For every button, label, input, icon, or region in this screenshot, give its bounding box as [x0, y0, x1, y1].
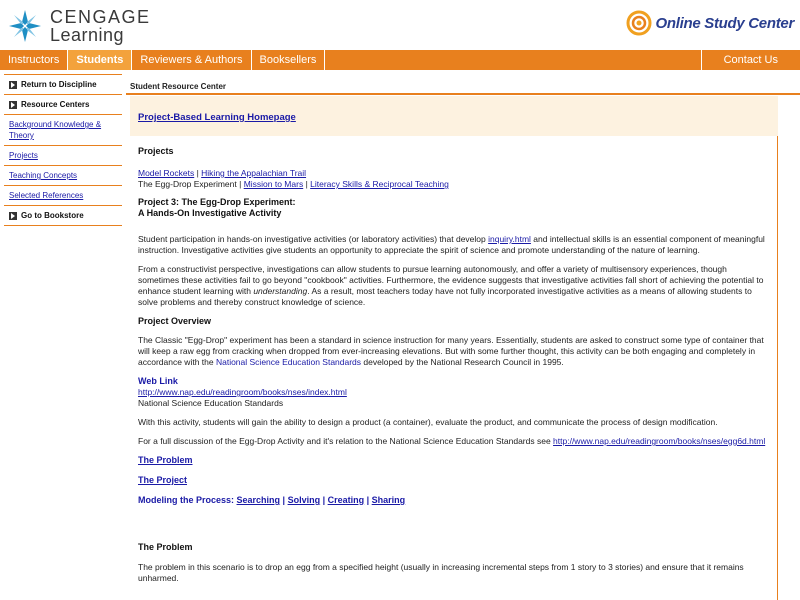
- sidebar-item-label: Go to Bookstore: [21, 211, 84, 220]
- sidebar-item-background-knowledge[interactable]: Background Knowledge & Theory: [4, 115, 122, 146]
- site-header: [0, 0, 800, 50]
- cengage-star-icon: [6, 7, 44, 45]
- main-content: [130, 136, 778, 600]
- overview-paragraph: The Classic "Egg-Drop" experiment has been a standard in science instruction for many years. Essentially, students are asked to construct some type of container that will keep a raw egg from cracking when dropped from ever-increasing elevations. But with some further thought, this activity can be both engaging and completely in accordance with the National Science Education Standards developed by the National Research Council in 1995.: [138, 335, 764, 367]
- breadcrumb-divider: [126, 93, 800, 95]
- project-title-line1: Project 3: The Egg-Drop Experiment:: [138, 197, 296, 207]
- separator: |: [236, 179, 244, 189]
- project-link-model-rockets[interactable]: Model Rockets: [138, 168, 195, 178]
- study-center-swirl-icon: [626, 10, 652, 36]
- arrow-box-icon: [9, 81, 17, 89]
- sidebar-item-teaching-concepts[interactable]: Teaching Concepts: [4, 166, 122, 186]
- project-link-hiking[interactable]: Hiking the Appalachian Trail: [201, 168, 307, 178]
- tab-instructors[interactable]: Instructors: [0, 50, 68, 70]
- online-study-center-logo[interactable]: [626, 10, 795, 36]
- sidebar-item-selected-references[interactable]: Selected References: [4, 186, 122, 206]
- project-link-mission-to-mars[interactable]: Mission to Mars: [243, 179, 304, 189]
- arrow-box-icon: [9, 212, 17, 220]
- separator: |: [194, 168, 202, 178]
- sidebar-item-go-to-bookstore[interactable]: [4, 206, 122, 226]
- inquiry-link[interactable]: inquiry.html: [488, 234, 531, 244]
- problem-heading: The Problem: [138, 542, 193, 552]
- tab-contact-us[interactable]: Contact Us: [701, 50, 800, 70]
- cengage-logo[interactable]: [6, 6, 151, 46]
- sidebar-item-label: Resource Centers: [21, 100, 90, 109]
- the-project-link[interactable]: The Project: [138, 475, 188, 485]
- egg-drop-standards-link[interactable]: http://www.nap.edu/readingroom/books/nses/egg6d.html: [553, 436, 766, 446]
- modeling-link-creating[interactable]: Creating: [327, 495, 365, 505]
- modeling-label: Modeling the Process:: [138, 495, 237, 505]
- nses-text: National Science Education Standards: [215, 357, 362, 367]
- modeling-link-sharing[interactable]: Sharing: [371, 495, 406, 505]
- sidebar: [4, 74, 122, 226]
- sidebar-item-projects[interactable]: Projects: [4, 146, 122, 166]
- project-link-literacy-skills[interactable]: Literacy Skills & Reciprocal Teaching: [310, 179, 449, 189]
- tab-booksellers[interactable]: Booksellers: [252, 50, 326, 70]
- weblink-description: National Science Education Standards: [138, 398, 284, 408]
- modeling-link-searching[interactable]: Searching: [236, 495, 281, 505]
- nses-index-link[interactable]: http://www.nap.edu/readingroom/books/nses/index.html: [138, 387, 347, 397]
- nav-spacer: [325, 50, 700, 70]
- breadcrumb: Student Resource Center: [130, 82, 227, 91]
- sidebar-item-label: Return to Discipline: [21, 80, 97, 89]
- sidebar-item-resource-centers[interactable]: [4, 95, 122, 115]
- brand-line2: Learning: [50, 25, 125, 45]
- brand-line1: CENGAGE: [50, 7, 151, 27]
- top-nav: [0, 50, 800, 70]
- tab-students[interactable]: Students: [68, 50, 132, 70]
- sidebar-item-return-to-discipline[interactable]: [4, 75, 122, 95]
- modeling-link-solving[interactable]: Solving: [287, 495, 321, 505]
- hero-banner: [130, 96, 778, 136]
- current-project: The Egg-Drop Experiment: [138, 179, 237, 189]
- problem-paragraph: The problem in this scenario is to drop an egg from a specified height (usually in increasing incremental steps from 1 story to 3 stories) and ensure that it remains unharmed.: [138, 562, 744, 583]
- study-center-title: Online Study Center: [655, 14, 794, 32]
- separator: |: [303, 179, 311, 189]
- overview-heading: Project Overview: [138, 316, 212, 326]
- tab-reviewers-authors[interactable]: Reviewers & Authors: [132, 50, 251, 70]
- design-paragraph: With this activity, students will gain the ability to design a product (a container), evaluate the product, and communicate the process of design modification.: [138, 417, 718, 427]
- homepage-link[interactable]: Project-Based Learning Homepage: [138, 112, 296, 123]
- discussion-paragraph: For a full discussion of the Egg-Drop Activity and it's relation to the National Science Education Standards see http://www.nap.edu/readingroom/books/nses/egg6d.html: [138, 436, 766, 446]
- intro-paragraph: Student participation in hands-on investigative activities (or laboratory activities) that develop inquiry.html and intellectual skills is an essential component of meaningful instruction. Investigative activities give students an opportunity to appreciate the spirit of science and promote understanding of the nature of learning.: [138, 234, 765, 255]
- modeling-line: Modeling the Process: Searching | Solving | Creating | Sharing: [138, 495, 406, 505]
- the-problem-link[interactable]: The Problem: [138, 455, 193, 465]
- arrow-box-icon: [9, 101, 17, 109]
- constructivist-paragraph: From a constructivist perspective, investigations can allow students to pursue learning autonomously, and offer a variety of multisensory experiences, though sometimes these activities fail to go beyond "cookbook" activities. Furthermore, the evidence suggests that investigative activities fall short of achieving the potential to enhance student learning with understanding. As a result, most teachers today have not fully incorporated investigative activities as a means of allowing students to solve problems and thereby construct knowledge of science.: [138, 264, 764, 307]
- weblink-heading: Web Link: [138, 376, 178, 386]
- project-title-line2: A Hands-On Investigative Activity: [138, 208, 282, 218]
- projects-heading: Projects: [138, 146, 174, 156]
